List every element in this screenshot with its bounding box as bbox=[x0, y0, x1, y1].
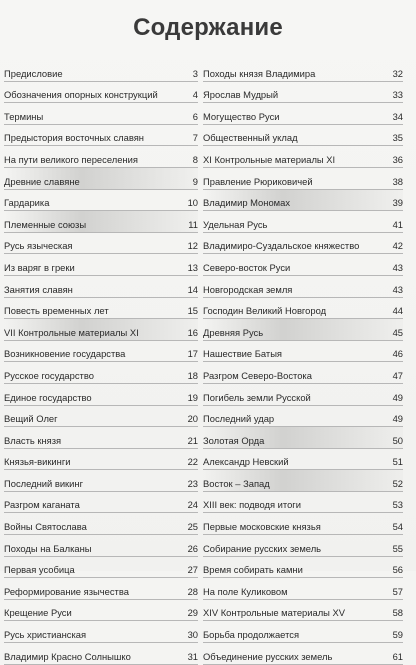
toc-entry-page: 19 bbox=[187, 391, 198, 403]
toc-entry bbox=[203, 492, 403, 514]
toc-entry-title: Время собирать камни bbox=[203, 564, 303, 576]
toc-entry-title: Первая усобица bbox=[4, 564, 75, 576]
toc-entry-title: Объединение русских земель bbox=[203, 650, 333, 662]
toc-entry-title: Занятия славян bbox=[4, 283, 73, 295]
toc-entry-page: 58 bbox=[392, 607, 403, 619]
toc-entry-page: 29 bbox=[187, 607, 198, 619]
toc-entry-title: Правление Рюриковичей bbox=[203, 175, 313, 187]
toc-entry-page: 27 bbox=[187, 564, 198, 576]
toc-entry-page: 46 bbox=[392, 348, 403, 360]
toc-entry-page: 8 bbox=[192, 153, 198, 165]
toc-entry-page: 59 bbox=[392, 629, 403, 641]
toc-entry bbox=[203, 557, 403, 579]
toc-entry-title: Общественный уклад bbox=[203, 132, 298, 144]
toc-entry-title: Первые московские князья bbox=[203, 521, 321, 533]
toc-entry bbox=[4, 384, 198, 406]
toc-entry-title: Могущество Руси bbox=[203, 110, 280, 122]
toc-entry-title: Золотая Орда bbox=[203, 434, 265, 446]
toc-entry bbox=[4, 427, 198, 449]
toc-entry-title: Племенные союзы bbox=[4, 218, 87, 230]
toc-entry-title: Предисловие bbox=[4, 67, 63, 79]
toc-entry-title: Походы князя Владимира bbox=[203, 67, 316, 79]
toc-entry-page: 44 bbox=[392, 305, 403, 317]
toc-entry bbox=[203, 470, 403, 492]
toc-entry-page: 31 bbox=[187, 650, 198, 662]
toc-entry bbox=[4, 621, 198, 643]
toc-entry bbox=[203, 600, 403, 622]
toc-entry-page: 13 bbox=[187, 261, 198, 273]
toc-right-column bbox=[203, 60, 403, 665]
toc-entry bbox=[203, 384, 403, 406]
toc-entry-page: 25 bbox=[187, 521, 198, 533]
toc-entry-page: 54 bbox=[392, 521, 403, 533]
toc-entry-page: 16 bbox=[187, 326, 198, 338]
toc-entry bbox=[4, 535, 198, 557]
toc-entry bbox=[4, 643, 198, 665]
toc-entry-title: Восток – Запад bbox=[203, 477, 270, 489]
toc-entry-page: 17 bbox=[187, 348, 198, 360]
toc-entry-page: 49 bbox=[392, 413, 403, 425]
toc-entry-title: Гардарика bbox=[4, 197, 50, 209]
toc-entry-title: Реформирование язычества bbox=[4, 585, 129, 597]
toc-entry-page: 14 bbox=[187, 283, 198, 295]
toc-entry-title: Владимир Мономах bbox=[203, 197, 291, 209]
toc-entry-title: Вещий Олег bbox=[4, 413, 58, 425]
toc-entry-page: 34 bbox=[392, 110, 403, 122]
toc-entry-title: Походы на Балканы bbox=[4, 542, 92, 554]
toc-entry bbox=[203, 125, 403, 147]
toc-entry bbox=[4, 190, 198, 212]
toc-entry bbox=[203, 513, 403, 535]
toc-entry bbox=[4, 168, 198, 190]
toc-entry-page: 43 bbox=[392, 283, 403, 295]
toc-entry bbox=[4, 406, 198, 428]
toc-entry bbox=[4, 341, 198, 363]
toc-entry bbox=[4, 513, 198, 535]
toc-entry-page: 49 bbox=[392, 391, 403, 403]
toc-entry bbox=[4, 103, 198, 125]
toc-entry-title: Войны Святослава bbox=[4, 521, 87, 533]
toc-entry bbox=[4, 211, 198, 233]
toc-entry-title: Единое государство bbox=[4, 391, 92, 403]
toc-entry-title: Предыстория восточных славян bbox=[4, 132, 144, 144]
toc-entry-title: Ярослав Мудрый bbox=[203, 89, 279, 101]
toc-entry-page: 24 bbox=[187, 499, 198, 511]
toc-entry-title: Крещение Руси bbox=[4, 607, 72, 619]
toc-entry bbox=[203, 621, 403, 643]
toc-entry-page: 50 bbox=[392, 434, 403, 446]
toc-entry-title: Владимиро-Суздальское княжество bbox=[203, 240, 360, 252]
toc-entry-title: Повесть временных лет bbox=[4, 305, 109, 317]
toc-entry bbox=[203, 190, 403, 212]
toc-entry bbox=[203, 82, 403, 104]
toc-entry-title: Возникновение государства bbox=[4, 348, 126, 360]
toc-entry-page: 38 bbox=[392, 175, 403, 187]
toc-entry-page: 53 bbox=[392, 499, 403, 511]
toc-entry-page: 39 bbox=[392, 197, 403, 209]
toc-entry-page: 57 bbox=[392, 585, 403, 597]
toc-entry-page: 10 bbox=[187, 197, 198, 209]
toc-entry-page: 20 bbox=[187, 413, 198, 425]
toc-entry-title: XIV Контрольные материалы XV bbox=[203, 607, 346, 619]
toc-entry-page: 21 bbox=[187, 434, 198, 446]
toc-entry bbox=[4, 557, 198, 579]
toc-entry bbox=[203, 427, 403, 449]
toc-entry-page: 23 bbox=[187, 477, 198, 489]
toc-entry bbox=[203, 60, 403, 82]
toc-entry bbox=[4, 146, 198, 168]
toc-entry-page: 30 bbox=[187, 629, 198, 641]
toc-entry bbox=[4, 470, 198, 492]
toc-entry bbox=[4, 254, 198, 276]
toc-entry-title: VII Контрольные материалы XI bbox=[4, 326, 139, 338]
toc-entry-page: 43 bbox=[392, 261, 403, 273]
toc-entry-title: Из варяг в греки bbox=[4, 261, 75, 273]
toc-entry bbox=[4, 578, 198, 600]
toc-entry bbox=[203, 406, 403, 428]
toc-entry bbox=[203, 319, 403, 341]
toc-entry-title: Новгородская земля bbox=[203, 283, 293, 295]
toc-entry-page: 3 bbox=[192, 67, 198, 79]
toc-entry-page: 4 bbox=[192, 89, 198, 101]
toc-entry-title: Борьба продолжается bbox=[203, 629, 300, 641]
toc-entry-title: Обозначения опорных конструкций bbox=[4, 89, 158, 101]
toc-entry bbox=[4, 492, 198, 514]
toc-entry-title: Термины bbox=[4, 110, 44, 122]
toc-entry-page: 6 bbox=[192, 110, 198, 122]
toc-left-column bbox=[4, 60, 198, 665]
toc-entry-title: Александр Невский bbox=[203, 456, 289, 468]
toc-entry bbox=[203, 449, 403, 471]
toc-entry bbox=[4, 82, 198, 104]
toc-entry-title: Погибель земли Русской bbox=[203, 391, 311, 403]
toc-entry bbox=[203, 535, 403, 557]
toc-entry-title: Русь христианская bbox=[4, 629, 87, 641]
toc-entry bbox=[4, 362, 198, 384]
toc-entry-title: Русь языческая bbox=[4, 240, 73, 252]
toc-entry-page: 26 bbox=[187, 542, 198, 554]
toc-entry bbox=[4, 125, 198, 147]
toc-entry-page: 55 bbox=[392, 542, 403, 554]
toc-entry-title: Северо-восток Руси bbox=[203, 261, 291, 273]
toc-entry-title: Последний викинг bbox=[4, 477, 83, 489]
toc-entry bbox=[203, 211, 403, 233]
toc-entry-page: 32 bbox=[392, 67, 403, 79]
toc-entry-title: Князья-викинги bbox=[4, 456, 71, 468]
toc-entry bbox=[203, 362, 403, 384]
toc-entry-title: Разгром Северо-Востока bbox=[203, 369, 312, 381]
toc-entry-page: 52 bbox=[392, 477, 403, 489]
toc-entry bbox=[203, 103, 403, 125]
toc-entry-page: 33 bbox=[392, 89, 403, 101]
toc-entry-page: 12 bbox=[187, 240, 198, 252]
toc-entry-page: 15 bbox=[187, 305, 198, 317]
toc-entry-page: 18 bbox=[187, 369, 198, 381]
toc-entry-title: Собирание русских земель bbox=[203, 542, 322, 554]
toc-entry bbox=[4, 449, 198, 471]
toc-entry bbox=[203, 233, 403, 255]
toc-entry-page: 36 bbox=[392, 153, 403, 165]
toc-entry bbox=[203, 643, 403, 665]
toc-entry-title: Древняя Русь bbox=[203, 326, 264, 338]
toc-entry bbox=[203, 276, 403, 298]
toc-entry-page: 56 bbox=[392, 564, 403, 576]
toc-entry-page: 22 bbox=[187, 456, 198, 468]
toc-entry-page: 41 bbox=[392, 218, 403, 230]
toc-entry bbox=[203, 341, 403, 363]
toc-entry-title: XI Контрольные материалы XI bbox=[203, 153, 336, 165]
toc-entry-title: Господин Великий Новгород bbox=[203, 305, 327, 317]
toc-entry bbox=[4, 233, 198, 255]
toc-entry bbox=[4, 60, 198, 82]
toc-entry-title: Владимир Красно Солнышко bbox=[4, 650, 131, 662]
page-title: Содержание bbox=[133, 14, 283, 41]
toc-entry-page: 42 bbox=[392, 240, 403, 252]
toc-entry bbox=[203, 254, 403, 276]
toc-entry bbox=[4, 600, 198, 622]
toc-entry-page: 11 bbox=[188, 218, 198, 230]
toc-entry-title: Древние славяне bbox=[4, 175, 80, 187]
toc-entry bbox=[203, 146, 403, 168]
toc-entry-title: Разгром каганата bbox=[4, 499, 80, 511]
toc-entry-page: 35 bbox=[392, 132, 403, 144]
toc-entry-page: 9 bbox=[192, 175, 198, 187]
toc-entry bbox=[4, 298, 198, 320]
toc-entry bbox=[4, 319, 198, 341]
toc-entry-title: Нашествие Батыя bbox=[203, 348, 283, 360]
toc-entry-page: 47 bbox=[392, 369, 403, 381]
toc-entry-page: 51 bbox=[392, 456, 403, 468]
toc-entry-page: 28 bbox=[187, 585, 198, 597]
toc-entry-page: 45 bbox=[392, 326, 403, 338]
toc-entry-title: Русское государство bbox=[4, 369, 94, 381]
toc-entry bbox=[203, 578, 403, 600]
toc-entry-title: XIII век: подводя итоги bbox=[203, 499, 301, 511]
toc-entry bbox=[203, 298, 403, 320]
toc-entry bbox=[203, 168, 403, 190]
toc-entry-page: 61 bbox=[392, 650, 403, 662]
toc-entry-title: На пути великого переселения bbox=[4, 153, 138, 165]
toc-entry-page: 7 bbox=[192, 132, 198, 144]
toc-entry bbox=[4, 276, 198, 298]
toc-entry-title: Последний удар bbox=[203, 413, 275, 425]
toc-entry-title: Власть князя bbox=[4, 434, 62, 446]
toc-entry-title: Удельная Русь bbox=[203, 218, 268, 230]
toc-entry-title: На поле Куликовом bbox=[203, 585, 288, 597]
